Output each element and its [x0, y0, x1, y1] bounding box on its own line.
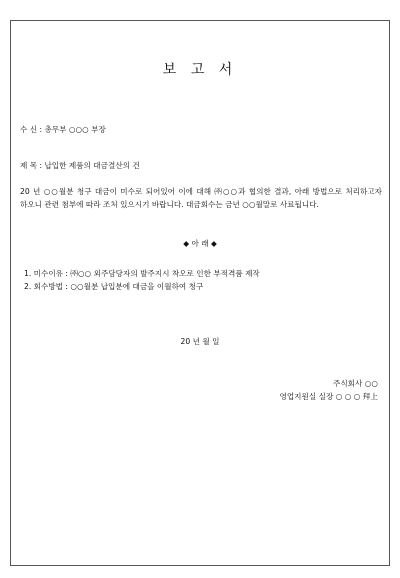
list-item-reason: 1. 미수이유 : ㈜○○ 외주담당자의 발주지시 착오로 인한 부적격품 제작	[24, 269, 260, 278]
company-name: 주식회사 ○○	[332, 379, 378, 388]
signer-line: 영업지원실 실장 ○ ○ ○ 拜上	[279, 392, 378, 401]
document-page	[10, 20, 390, 566]
recipient-line: 수 신 : 총무부 ○○○ 부장	[20, 125, 106, 134]
document-date: 20 년 월 일	[180, 337, 220, 346]
list-item-method: 2. 회수방법 : ○○월분 납입분에 대금을 이월하여 청구	[24, 282, 204, 291]
subject-line: 제 목 : 납입한 제품의 대금결산의 건	[20, 161, 140, 170]
section-heading: ◆ 아 래 ◆	[183, 239, 217, 248]
body-paragraph: 20 년 ○○월분 청구 대금이 미수로 되어있어 이에 대해 ㈜○○과 협의한 결과, 아래 방법으로 처리하고자 하오니 관련 첨부에 따라 조처 있으시기 바랍니다. 대금회수는 금년 ○○월말로 사료됩니다.	[20, 187, 382, 209]
document-title: 보 고 서	[162, 62, 238, 78]
